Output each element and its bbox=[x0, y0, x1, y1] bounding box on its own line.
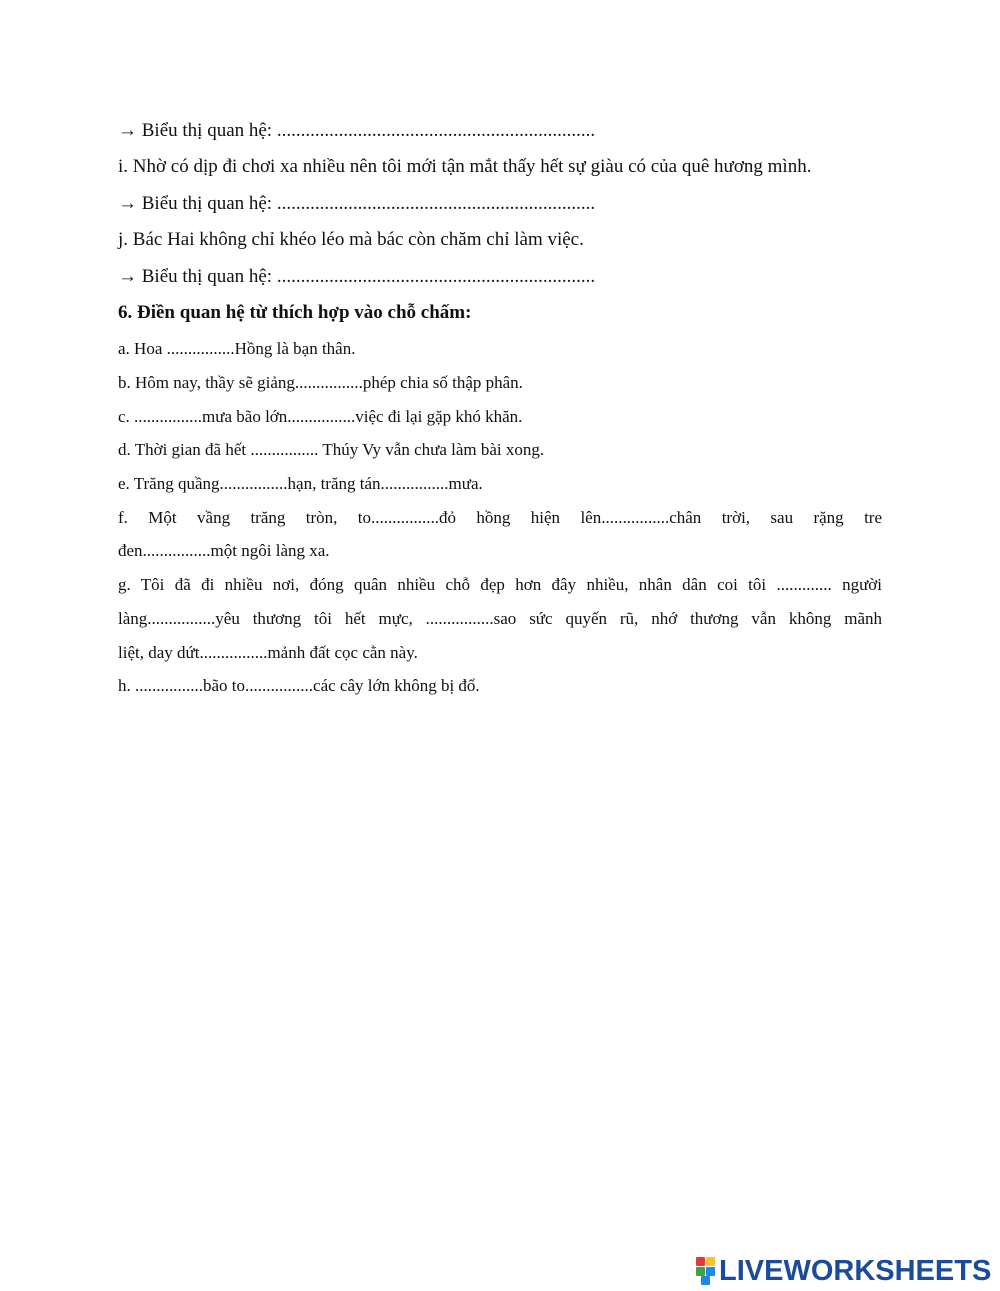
item-b: b. Hôm nay, thầy sẽ giảng................phép chia số thập phân. bbox=[118, 373, 523, 392]
sentence-i: i. Nhờ có dịp đi chơi xa nhiều nên tôi mới tận mắt thấy hết sự giàu có của quê hương mình. bbox=[118, 156, 812, 177]
sentence-j: j. Bác Hai không chỉ khéo léo mà bác còn chăm chỉ làm việc. bbox=[118, 229, 584, 250]
logo-mark-icon bbox=[696, 1257, 716, 1285]
item-f-line-2: đen................một ngôi làng xa. bbox=[118, 541, 330, 560]
item-d: d. Thời gian đã hết ................ Thúy Vy vẫn chưa làm bài xong. bbox=[118, 440, 545, 459]
answer-line-j: → Biểu thị quan hệ: ................................................................... bbox=[118, 266, 596, 287]
logo-wordmark: LIVEWORKSHEETS bbox=[719, 1254, 992, 1287]
item-f-line-1: f. Một vầng trăng tròn, to................đỏ hồng hiện lên................chân trời, sau rặng tre bbox=[118, 508, 882, 527]
item-g-line-3: liệt, day dứt................mảnh đất cọc cằn này. bbox=[118, 643, 418, 662]
liveworksheets-logo bbox=[696, 1254, 991, 1288]
answer-line-i: → Biểu thị quan hệ: ................................................................... bbox=[118, 193, 596, 214]
item-e: e. Trăng quầng................hạn, trăng tán................mưa. bbox=[118, 474, 483, 493]
exercise-6-heading: 6. Điền quan hệ từ thích hợp vào chỗ chấm: bbox=[118, 302, 472, 323]
worksheet-page bbox=[118, 0, 882, 1291]
item-c: c. ................mưa bão lớn................việc đi lại gặp khó khăn. bbox=[118, 407, 523, 426]
item-g-line-1: g. Tôi đã đi nhiều nơi, đóng quân nhiều chỗ đẹp hơn đây nhiều, nhân dân coi tôi ............. người bbox=[118, 575, 882, 594]
item-a: a. Hoa ................Hồng là bạn thân. bbox=[118, 339, 356, 358]
answer-line-h: → Biểu thị quan hệ: ................................................................... bbox=[118, 120, 596, 141]
item-h: h. ................bão to................các cây lớn không bị đổ. bbox=[118, 676, 480, 695]
item-g-line-2: làng................yêu thương tôi hết mực, ................sao sức quyến rũ, nhớ thương vẫn không mãnh bbox=[118, 609, 882, 628]
